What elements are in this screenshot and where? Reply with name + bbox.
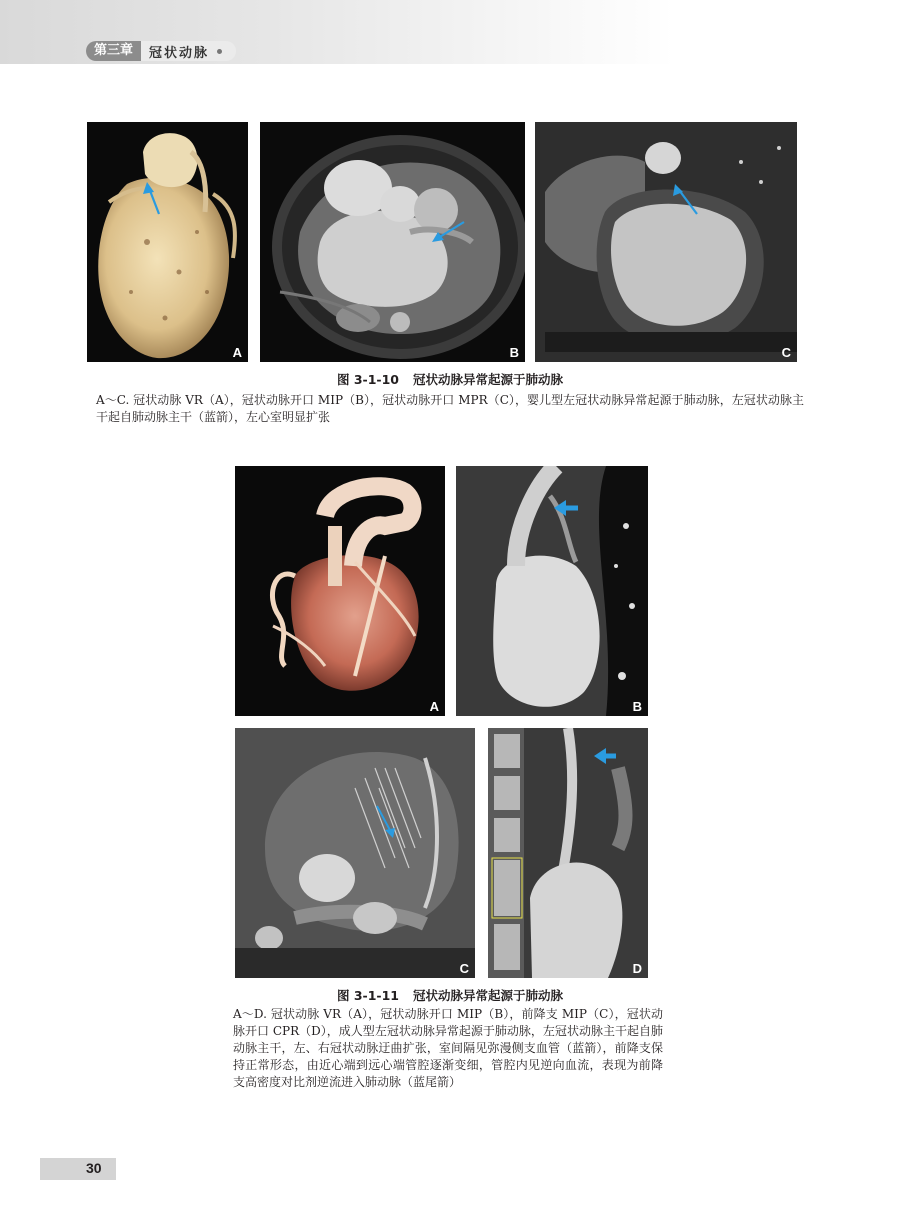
chapter-number: 第三章: [86, 41, 141, 61]
figure-1-title: [0, 370, 900, 388]
figure-1-panel-b: [260, 122, 525, 362]
figure-1-caption: A～C. 冠状动脉 VR（A），冠状动脉开口 MIP（B），冠状动脉开口 MPR（C），婴儿型左冠状动脉异常起源于肺动脉，左冠状动脉主干起自肺动脉主干（蓝箭），左心室明显扩张: [96, 393, 804, 424]
figure-1-panel-c: [535, 122, 797, 362]
figure-2-panel-label: B: [632, 699, 642, 714]
chapter-header: [86, 41, 236, 61]
figure-2-panel-label: D: [632, 961, 642, 976]
ct-mip-sagittal-image: [456, 466, 648, 716]
figure-2-panel-b: [456, 466, 648, 716]
figure-1-number: 图 3-1-10: [336, 372, 399, 387]
ct-mpr-image: [535, 122, 797, 362]
figure-2-title: [0, 986, 900, 1004]
figure-2-panel-a: [235, 466, 445, 716]
figure-1-panel-label: A: [232, 345, 242, 360]
figure-1-panel-a: [87, 122, 248, 362]
figure-2-panel-d: [488, 728, 648, 978]
vr-heart-red-image: [235, 466, 445, 716]
ct-mip-axial-image: [260, 122, 525, 362]
ct-lad-mip-image: [235, 728, 475, 978]
figure-1-panel-label: C: [781, 345, 791, 360]
figure-1-title-text: 冠状动脉异常起源于肺动脉: [413, 372, 564, 387]
chapter-title: 冠状动脉: [149, 45, 210, 61]
page-number-bar: [40, 1158, 116, 1180]
chapter-dot-icon: [217, 49, 222, 54]
vr-heart-yellow-image: [87, 122, 248, 362]
figure-1-panel-label: B: [509, 345, 519, 360]
figure-2-panel-label: A: [429, 699, 439, 714]
figure-2-title-text: 冠状动脉异常起源于肺动脉: [413, 988, 564, 1003]
figure-2-panel-label: C: [459, 961, 469, 976]
figure-2-caption: A～D. 冠状动脉 VR（A），冠状动脉开口 MIP（B），前降支 MIP（C），冠状动脉开口 CPR（D），成人型左冠状动脉异常起源于肺动脉，左冠状动脉主干起自肺动脉主干，左、右冠状动脉迂曲扩张，室间隔见弥漫侧支血管（蓝箭），前降支保持正常形态，由近心端到远心端管腔逐渐变细，管腔内见逆向血流，表现为前降支高密度对比剂逆流进入肺动脉（蓝尾箭）: [233, 1007, 663, 1089]
figure-2-panel-c: [235, 728, 475, 978]
figure-2-number: 图 3-1-11: [336, 988, 399, 1003]
page-number: 30: [86, 1160, 102, 1176]
ct-cpr-image: [488, 728, 648, 978]
